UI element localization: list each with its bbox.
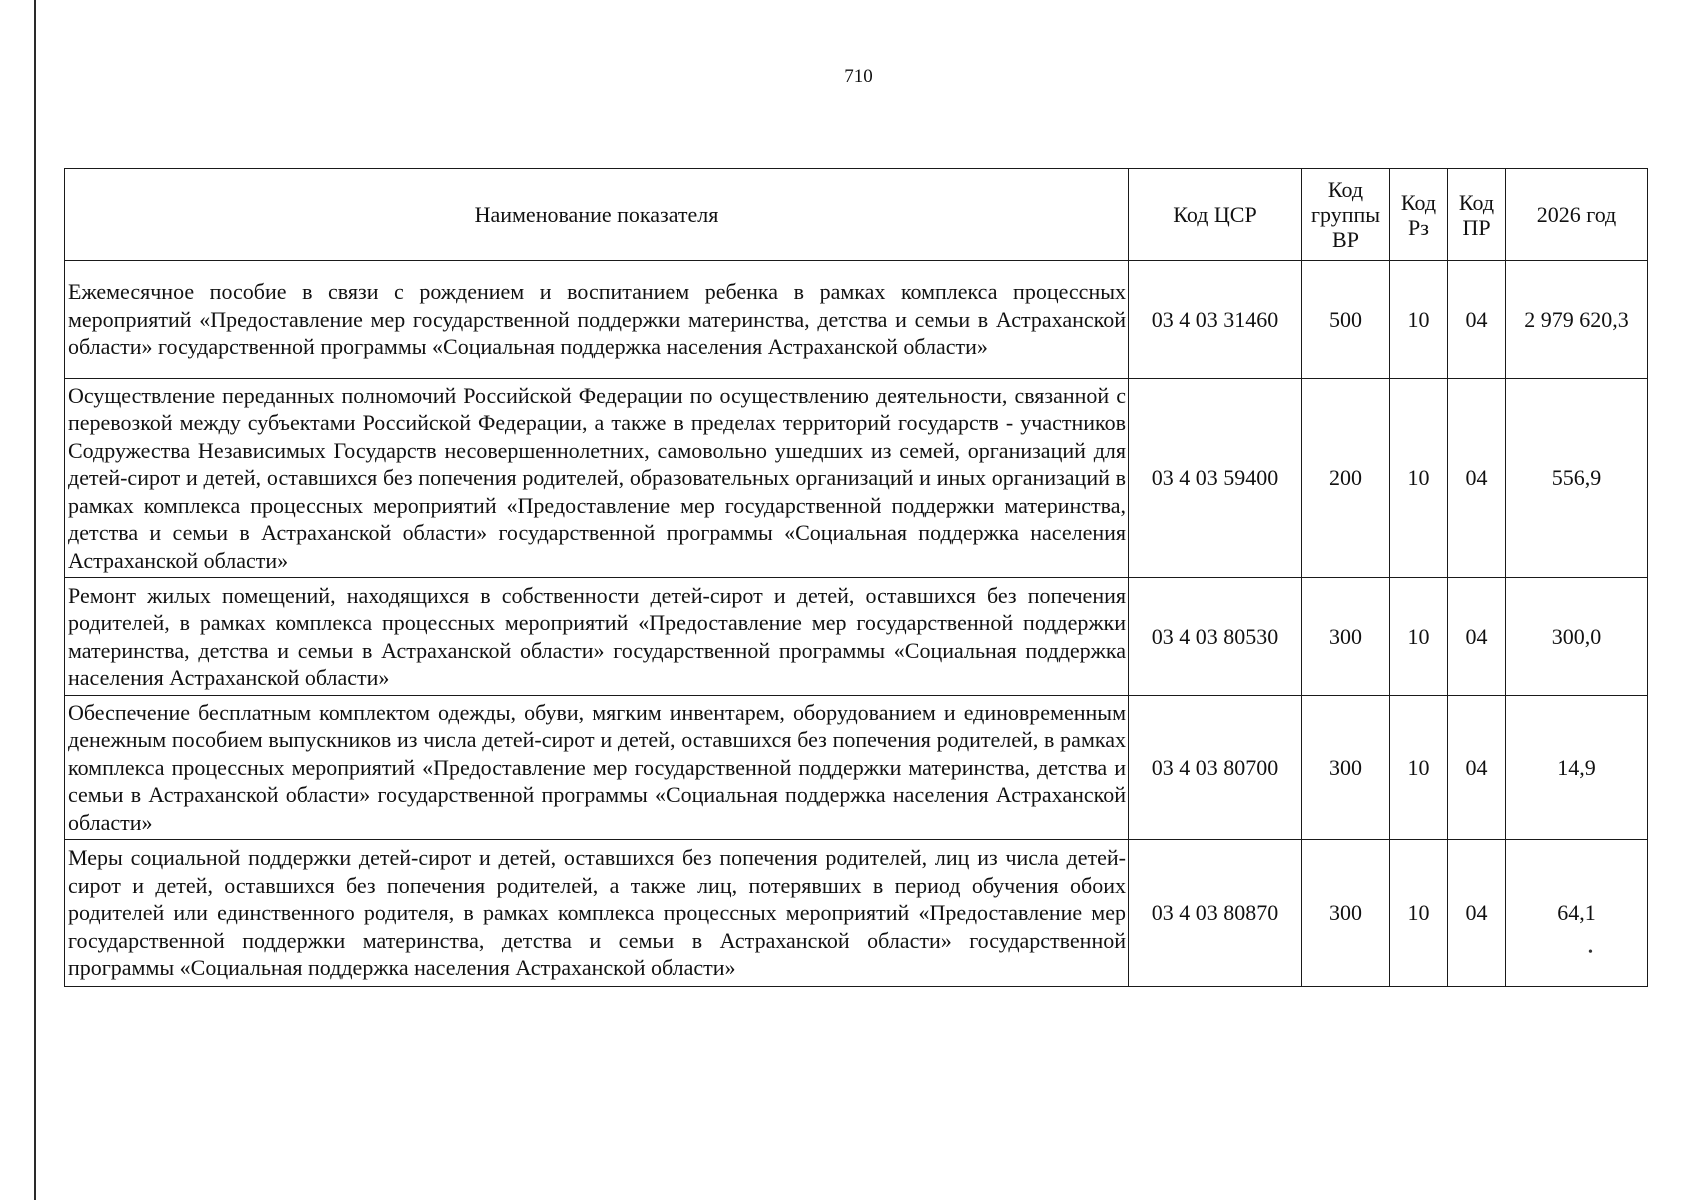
row-amount-cell: 556,9	[1506, 379, 1648, 578]
row-pr-cell: 04	[1448, 578, 1506, 696]
row-name-cell: Обеспечение бесплатным комплектом одежды, обуви, мягким инвентарем, оборудованием и единовременным денежным пособием выпускников из числа детей-сирот и детей, оставшихся без попечения родителей, в рамках комплекса процессных мероприятий «Предоставление мер государственной поддержки материнства, детства и семьи в Астраханской области» государственной программы «Социальная поддержка населения Астраханской области»	[65, 696, 1129, 840]
row-name-cell: Ежемесячное пособие в связи с рождением и воспитанием ребенка в рамках комплекса процессных мероприятий «Предоставление мер государственной поддержки материнства, детства и семьи в Астраханской области» государственной программы «Социальная поддержка населения Астраханской области»	[65, 261, 1129, 379]
row-name-cell: Меры социальной поддержки детей-сирот и детей, оставшихся без попечения родителей, лиц из числа детей-сирот и детей, оставшихся без попечения родителей, а также лиц, потерявших в период обучения обоих родителей или единственного родителя, в рамках комплекса процессных мероприятий «Предоставление мер государственной поддержки материнства, детства и семьи в Астраханской области» государственной программы «Социальная поддержка населения Астраханской области»	[65, 840, 1129, 987]
row-rz-cell: 10	[1390, 840, 1448, 987]
scan-speck: •	[1588, 945, 1593, 960]
row-pr-cell: 04	[1448, 261, 1506, 379]
header-name: Наименование показателя	[65, 169, 1129, 261]
row-amount-cell: 300,0	[1506, 578, 1648, 696]
row-csr-cell: 03 4 03 80530	[1129, 578, 1302, 696]
page-number: 710	[844, 66, 873, 87]
header-year-2026: 2026 год	[1506, 169, 1648, 261]
row-pr-cell: 04	[1448, 840, 1506, 987]
budget-table	[64, 168, 1648, 987]
row-rz-cell: 10	[1390, 261, 1448, 379]
row-csr-cell: 03 4 03 31460	[1129, 261, 1302, 379]
row-vr-cell: 300	[1302, 578, 1390, 696]
table-row	[65, 578, 1648, 696]
row-rz-cell: 10	[1390, 696, 1448, 840]
row-csr-cell: 03 4 03 80700	[1129, 696, 1302, 840]
row-name-cell: Осуществление переданных полномочий Российской Федерации по осуществлению деятельности, связанной с перевозкой между субъектами Российской Федерации, а также в пределах территорий государств - участников Содружества Независимых Государств несовершеннолетних, самовольно ушедших из семей, организаций для детей-сирот и детей, оставшихся без попечения родителей, образовательных организаций и иных организаций в рамках комплекса процессных мероприятий «Предоставление мер государственной поддержки материнства, детства и семьи в Астраханской области» государственной программы «Социальная поддержка населения Астраханской области»	[65, 379, 1129, 578]
header-csr-code: Код ЦСР	[1129, 169, 1302, 261]
row-pr-cell: 04	[1448, 379, 1506, 578]
table-row	[65, 696, 1648, 840]
row-vr-cell: 300	[1302, 696, 1390, 840]
binding-margin-line	[34, 0, 36, 1200]
row-vr-cell: 500	[1302, 261, 1390, 379]
row-pr-cell: 04	[1448, 696, 1506, 840]
header-pr-code: Код ПР	[1448, 169, 1506, 261]
table-header-row	[65, 169, 1648, 261]
row-rz-cell: 10	[1390, 578, 1448, 696]
row-amount-cell: 14,9	[1506, 696, 1648, 840]
row-csr-cell: 03 4 03 59400	[1129, 379, 1302, 578]
row-csr-cell: 03 4 03 80870	[1129, 840, 1302, 987]
table-row	[65, 840, 1648, 987]
row-vr-cell: 300	[1302, 840, 1390, 987]
row-name-cell: Ремонт жилых помещений, находящихся в собственности детей-сирот и детей, оставшихся без попечения родителей, в рамках комплекса процессных мероприятий «Предоставление мер государственной поддержки материнства, детства и семьи в Астраханской области» государственной программы «Социальная поддержка населения Астраханской области»	[65, 578, 1129, 696]
table-row	[65, 261, 1648, 379]
header-rz-code: Код Рз	[1390, 169, 1448, 261]
table-row	[65, 379, 1648, 578]
row-amount-cell: 64,1	[1506, 840, 1648, 987]
row-amount-cell: 2 979 620,3	[1506, 261, 1648, 379]
row-vr-cell: 200	[1302, 379, 1390, 578]
header-vr-group-code: Код группы ВР	[1302, 169, 1390, 261]
row-rz-cell: 10	[1390, 379, 1448, 578]
